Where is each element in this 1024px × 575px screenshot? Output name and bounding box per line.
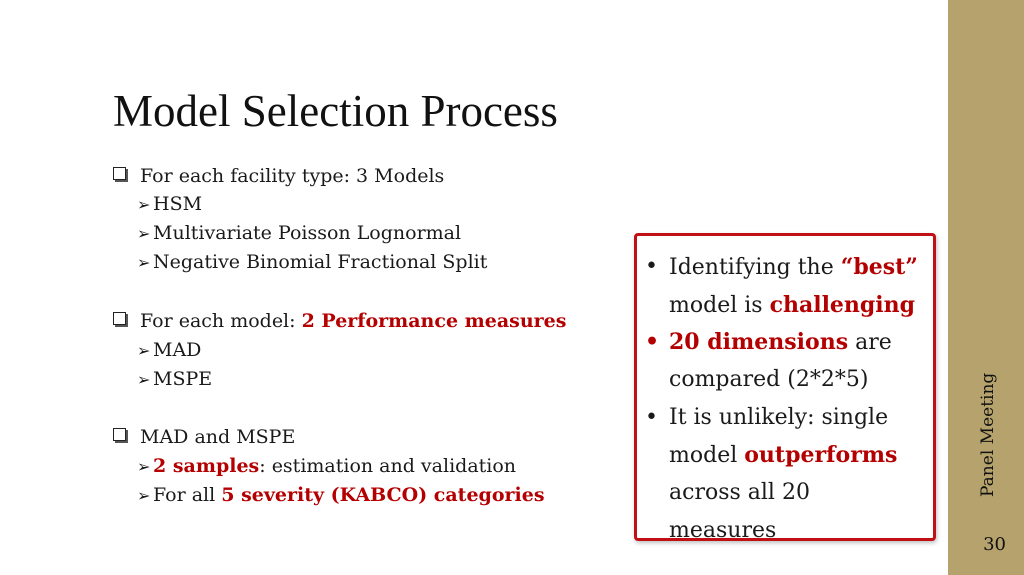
sub-bullet-text: Multivariate Poisson Lognormal xyxy=(153,222,462,244)
sub-bullet-item xyxy=(137,192,202,217)
sub-bullet-item xyxy=(137,483,545,508)
bullet-text: For each model: xyxy=(140,310,302,332)
bullet-item xyxy=(113,425,295,449)
sub-bullet-text: : estimation and validation xyxy=(259,455,517,477)
callout-line xyxy=(669,291,915,320)
callout-line xyxy=(669,517,776,545)
arrow-bullet-icon: ➢ xyxy=(137,341,151,360)
square-bullet-icon xyxy=(113,428,126,441)
arrow-bullet-icon: ➢ xyxy=(137,195,151,214)
sub-bullet-item xyxy=(137,221,461,246)
callout-text: model xyxy=(669,443,745,468)
arrow-bullet-icon: ➢ xyxy=(137,224,151,243)
bullet-item xyxy=(113,309,566,333)
callout-line xyxy=(669,253,918,282)
bullet-item xyxy=(113,164,444,188)
bullet-text: For each facility type: 3 Models xyxy=(140,165,445,187)
sub-bullet-highlight: 2 samples xyxy=(153,455,260,477)
callout-text: It is unlikely: single xyxy=(669,405,889,430)
sidebar xyxy=(948,0,1024,575)
sub-bullet-text: MAD xyxy=(153,339,202,361)
sub-bullet-item xyxy=(137,367,212,392)
arrow-bullet-icon: ➢ xyxy=(137,253,151,272)
dot-bullet-icon: • xyxy=(645,405,658,430)
square-bullet-icon xyxy=(113,312,126,325)
arrow-bullet-icon: ➢ xyxy=(137,370,151,389)
callout-text: across all 20 xyxy=(669,480,810,505)
sub-bullet-highlight: 5 severity (KABCO) categories xyxy=(221,484,545,506)
callout-text: compared (2*2*5) xyxy=(669,367,869,392)
arrow-bullet-icon: ➢ xyxy=(137,457,151,476)
bullet-text: MAD and MSPE xyxy=(140,426,296,448)
arrow-bullet-icon: ➢ xyxy=(137,486,151,505)
callout-line xyxy=(669,328,892,357)
sub-bullet-text: For all xyxy=(153,484,222,506)
sub-bullet-text: HSM xyxy=(153,193,203,215)
dot-bullet-icon: • xyxy=(645,254,658,279)
callout-line xyxy=(669,404,888,432)
sidebar-label: Panel Meeting xyxy=(978,372,998,497)
page-number: 30 xyxy=(983,534,1006,555)
sub-bullet-text: MSPE xyxy=(153,368,213,390)
callout-highlight: “best” xyxy=(840,254,918,280)
bullet-highlight: 2 Performance measures xyxy=(301,310,567,332)
callout-text: model is xyxy=(669,293,770,318)
callout-text: Identifying the xyxy=(669,255,841,280)
square-bullet-icon xyxy=(113,167,126,180)
callout-highlight: outperforms xyxy=(744,442,898,468)
slide-title: Model Selection Process xyxy=(113,86,558,136)
sub-bullet-text: Negative Binomial Fractional Split xyxy=(153,251,488,273)
sub-bullet-item xyxy=(137,250,487,275)
callout-highlight: 20 dimensions xyxy=(669,329,849,355)
callout-text: measures xyxy=(669,518,777,543)
sub-bullet-item xyxy=(137,338,201,363)
callout-text: are xyxy=(848,330,892,355)
sub-bullet-item xyxy=(137,454,516,479)
dot-bullet-icon: • xyxy=(645,329,660,355)
callout-line xyxy=(669,441,897,470)
callout-line xyxy=(669,366,868,394)
callout-line xyxy=(669,479,810,507)
callout-highlight: challenging xyxy=(769,292,916,318)
callout-box xyxy=(634,233,936,541)
